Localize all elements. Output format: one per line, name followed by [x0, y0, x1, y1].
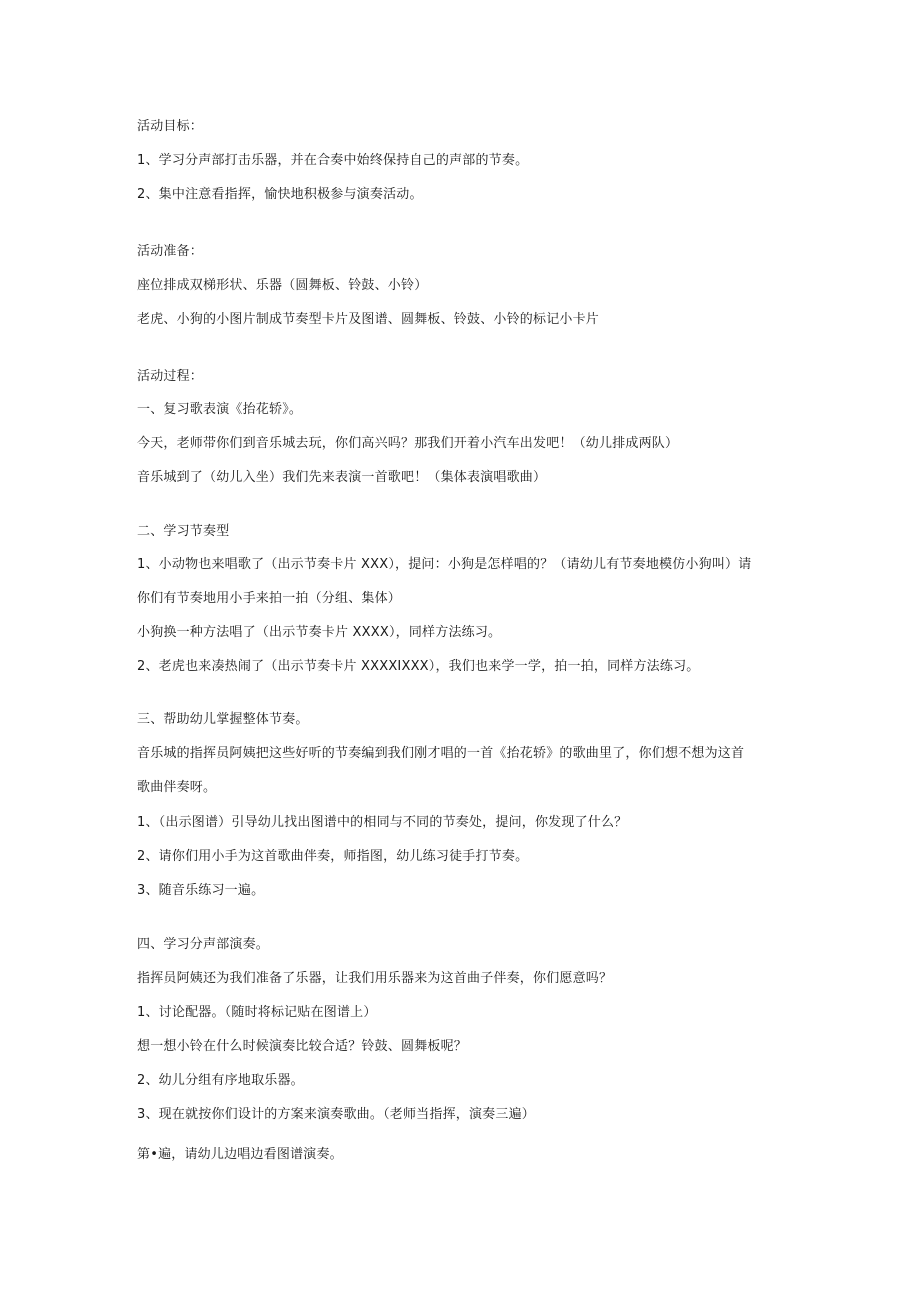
part2-line-3: 小狗换一种方法唱了（出示节奏卡片 XXXX），同样方法练习。 — [137, 625, 502, 640]
part3-line-3: 1、（出示图谱）引导幼儿找出图谱中的相同与不同的节奏处，提问，你发现了什么？ — [137, 815, 628, 830]
part1-title: 一、复习歌表演《抬花轿》。 — [137, 402, 303, 417]
goals-heading: 活动目标： — [137, 119, 204, 134]
prep-heading: 活动准备： — [137, 244, 204, 259]
part4-line-4: 2、幼儿分组有序地取乐器。 — [137, 1073, 304, 1088]
goal-item-1: 1、学习分声部打击乐器，并在合奏中始终保持自己的声部的节奏。 — [137, 153, 529, 168]
part3-line-4: 2、请你们用小手为这首歌曲伴奏，师指图，幼儿练习徒手打节奏。 — [137, 849, 529, 864]
part3-line-5: 3、随音乐练习一遍。 — [137, 883, 265, 898]
part2-line-4: 2、老虎也来凑热闹了（出示节奏卡片 XXXXIXXX），我们也来学一学，拍一拍，同样方法练习。 — [137, 659, 700, 674]
part2-line-1: 1、小动物也来唱歌了（出示节奏卡片 XXX），提问：小狗是怎样唱的？（请幼儿有节奏地模仿小狗叫）请 — [137, 557, 752, 572]
part4-line-6: 第•遍，请幼儿边唱边看图谱演奏。 — [137, 1147, 343, 1162]
part4-line-1: 指挥员阿姨还为我们准备了乐器，让我们用乐器来为这首曲子伴奏，你们愿意吗？ — [137, 971, 613, 986]
part1-line-1: 今天，老师带你们到音乐城去玩，你们高兴吗？那我们开着小汽车出发吧！（幼儿排成两队） — [137, 436, 679, 451]
part2-title: 二、学习节奏型 — [137, 524, 230, 539]
part1-line-2: 音乐城到了（幼儿入坐）我们先来表演一首歌吧！（集体表演唱歌曲） — [137, 470, 547, 485]
prep-item-1: 座位排成双梯形状、乐器（圆舞板、铃鼓、小铃） — [137, 278, 428, 293]
process-heading: 活动过程： — [137, 369, 204, 384]
part3-line-2: 歌曲伴奏呀。 — [137, 780, 217, 795]
part3-title: 三、帮助幼儿掌握整体节奏。 — [137, 712, 309, 727]
part2-line-2: 你们有节奏地用小手来拍一拍（分组、集体） — [137, 591, 402, 606]
part4-title: 四、学习分声部演奏。 — [137, 937, 270, 952]
part4-line-3: 想一想小铃在什么时候演奏比较合适？铃鼓、圆舞板呢？ — [137, 1039, 468, 1054]
part3-line-1: 音乐城的指挥员阿姨把这些好听的节奏编到我们刚才唱的一首《抬花轿》的歌曲里了，你们想不想为这首 — [137, 746, 745, 761]
part4-line-5: 3、现在就按你们设计的方案来演奏歌曲。（老师当指挥，演奏三遍） — [137, 1107, 535, 1122]
goal-item-2: 2、集中注意看指挥，愉快地积极参与演奏活动。 — [137, 187, 423, 202]
part4-line-2: 1、讨论配器。（随时将标记贴在图谱上） — [137, 1005, 377, 1020]
prep-item-2: 老虎、小狗的小图片制成节奏型卡片及图谱、圆舞板、铃鼓、小铃的标记小卡片 — [137, 312, 600, 327]
